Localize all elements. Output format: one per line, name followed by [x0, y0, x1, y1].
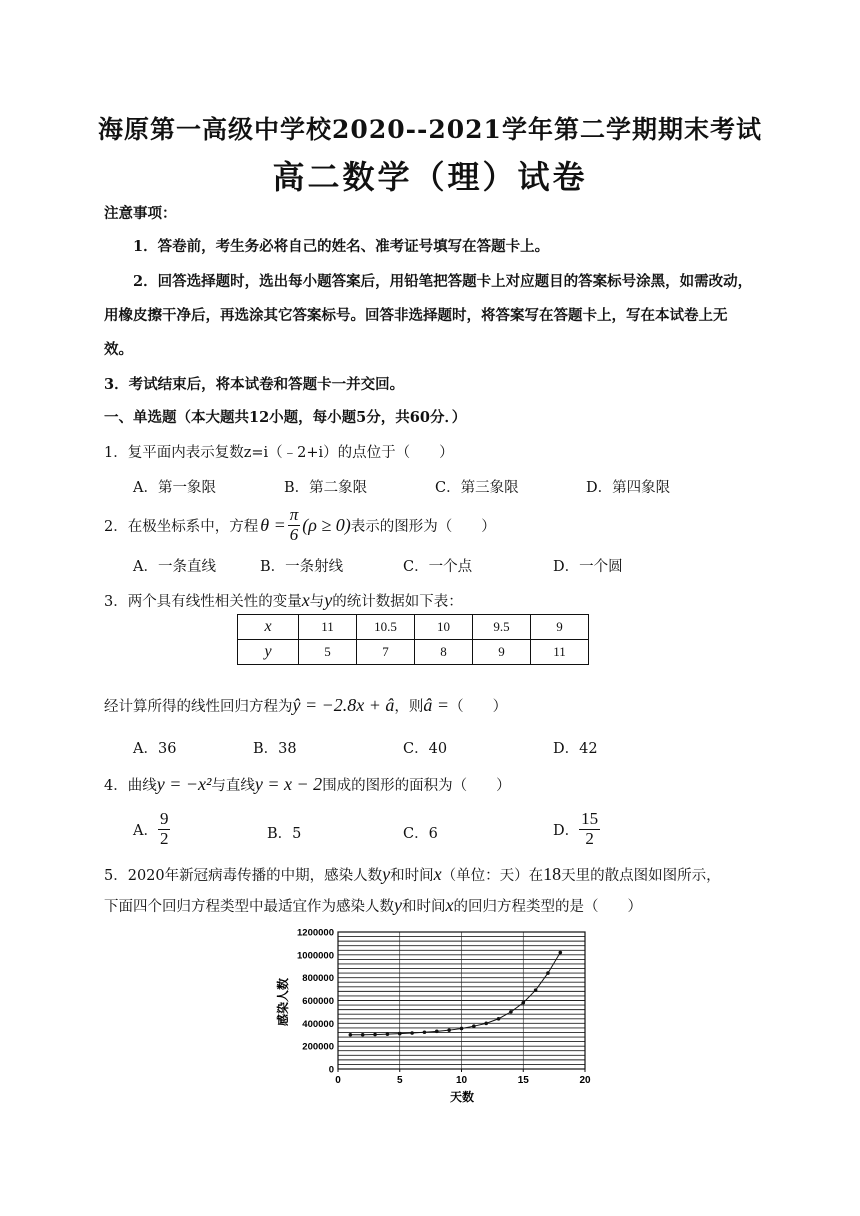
data-point	[497, 1017, 501, 1021]
x-axis-label: 天数	[449, 1090, 475, 1104]
x-tick-label: 0	[335, 1075, 341, 1086]
table-cell: 8	[415, 640, 473, 665]
q5-line2-c: 的回归方程类型的是（ ）	[453, 899, 642, 915]
q2-fraction	[288, 506, 301, 544]
exam-title: 海原第一高级中学校2020--2021学年第二学期期末考试	[98, 115, 762, 144]
y-tick-label: 600000	[302, 996, 334, 1007]
data-point	[521, 1001, 525, 1005]
fraction-numerator: 9	[159, 809, 169, 828]
exam-subtitle: 高二数学（理）试卷	[272, 158, 588, 196]
data-point	[423, 1030, 427, 1034]
q4-curve: y = −x²	[156, 774, 212, 794]
q3-stem	[104, 590, 463, 611]
q3-and: 与	[309, 594, 325, 610]
q3-var-x: x	[301, 590, 310, 610]
q2-theta: θ =	[260, 514, 286, 535]
q3-equation: ŷ = −2.8x + â	[292, 695, 395, 715]
q2-prefix: 2．在极坐标系中，方程	[104, 518, 259, 535]
table-cell: 10.5	[357, 615, 415, 640]
data-point	[373, 1033, 377, 1037]
q4-stem-a: 4．曲线	[104, 778, 157, 794]
q2-stem	[104, 506, 496, 544]
q4-option-d-fraction	[579, 810, 600, 848]
q3-stem-a: 3．两个具有线性相关性的变量	[104, 594, 302, 610]
q5-line1-b: 和时间	[390, 868, 434, 884]
q5-line2-a: 下面四个回归方程类型中最适宜作为感染人数	[104, 899, 394, 915]
q3-var-y: y	[324, 590, 333, 610]
q3-ahat: â =	[423, 695, 450, 715]
table-row-y	[238, 640, 589, 665]
q5-var-x: x	[445, 895, 454, 915]
q5-line1-c: （单位：天）在	[441, 868, 544, 884]
q4-option-c: C．6	[403, 826, 438, 842]
fraction-denominator: 2	[585, 828, 594, 848]
x-tick-label: 15	[517, 1075, 529, 1086]
q1-option-b: B．第二象限	[284, 480, 368, 496]
notes-heading: 注意事项：	[104, 205, 177, 222]
q1-option-a: A．第一象限	[133, 480, 216, 496]
table-cell: y	[238, 640, 299, 665]
y-tick-label: 1200000	[297, 927, 334, 939]
q4-stem	[104, 774, 511, 795]
q4-stem-b: 与直线	[211, 778, 255, 794]
q2-pi: π	[289, 505, 299, 524]
y-axis-label: 感染人数	[276, 977, 290, 1027]
q4-option-a	[133, 810, 170, 848]
note-item-1: 1．答卷前，考生务必将自己的姓名、准考证号填写在答题卡上。	[133, 238, 550, 255]
q3-option-a: A．36	[133, 741, 177, 757]
q5-line2-b: 和时间	[402, 899, 446, 915]
q4-option-a-label: A．	[133, 822, 158, 839]
q5-line-2	[104, 895, 642, 916]
data-point	[398, 1032, 402, 1036]
trend-line	[350, 953, 560, 1035]
chart-grid	[338, 932, 585, 1069]
q4-option-d-label: D．	[553, 822, 580, 839]
q2-suffix: 表示的图形为（ ）	[350, 518, 496, 535]
table-cell: 7	[357, 640, 415, 665]
q1-option-d: D．第四象限	[586, 480, 671, 496]
data-point	[447, 1028, 451, 1032]
chart-ticks	[297, 928, 591, 1087]
q3-option-b: B．38	[253, 741, 297, 757]
table-cell: 9	[531, 615, 589, 640]
note-item-3: 3．考试结束后，将本试卷和答题卡一并交回。	[104, 376, 405, 393]
x-tick-label: 20	[579, 1075, 591, 1086]
data-point	[410, 1031, 414, 1035]
y-tick-label: 200000	[302, 1041, 334, 1053]
fraction-denominator: 2	[159, 828, 169, 848]
q3-stem-b: 的统计数据如下表：	[332, 594, 463, 610]
q2-option-b: B．一条射线	[260, 559, 344, 575]
q4-option-d	[553, 810, 600, 848]
table-cell: 5	[299, 640, 357, 665]
table-cell: x	[238, 615, 299, 640]
scatter-chart	[265, 920, 605, 1110]
note-item-2: 2．回答选择题时，选出每小题答案后，用铅笔把答题卡上对应题目的答案标号涂黑，如需改动，	[133, 273, 753, 290]
q4-line: y = x − 2	[254, 774, 323, 794]
q4-option-a-fraction	[158, 810, 171, 848]
data-point	[484, 1022, 488, 1026]
section-heading: 一、单选题（本大题共12小题，每小题5分，共60分．）	[104, 409, 467, 426]
q5-var-y: y	[382, 864, 391, 884]
q3-follow	[104, 695, 507, 716]
data-point	[559, 951, 563, 955]
q2-option-d: D．一个圆	[553, 559, 623, 575]
note-item-2-cont: 用橡皮擦干净后，再选涂其它答案标号。回答非选择题时，将答案写在答题卡上，写在本试卷上无	[104, 307, 728, 324]
note-item-2-end: 效。	[104, 341, 133, 358]
q4-stem-c: 围成的图形的面积为（ ）	[322, 778, 511, 794]
q3-follow-a: 经计算所得的线性回归方程为	[104, 699, 293, 715]
q3-option-c: C．40	[403, 741, 448, 757]
q2-option-c: C．一个点	[403, 559, 473, 575]
data-point	[534, 988, 538, 992]
x-tick-label: 5	[396, 1075, 403, 1086]
table-cell: 11	[531, 640, 589, 665]
q2-condition: (ρ ≥ 0)	[302, 514, 351, 535]
q1-stem: 1．复平面内表示复数z=i（﹣2+i）的点位于（ ）	[104, 445, 454, 461]
q1-option-c: C．第三象限	[435, 480, 519, 496]
data-point	[386, 1032, 390, 1036]
data-point	[472, 1024, 476, 1028]
table-cell: 11	[299, 615, 357, 640]
fraction-numerator: 15	[581, 809, 599, 828]
table-cell: 9	[473, 640, 531, 665]
q3-option-d: D．42	[553, 741, 598, 757]
q2-option-a: A．一条直线	[133, 559, 216, 575]
q5-line1-d: 天里的散点图如图所示，	[561, 868, 721, 884]
y-tick-label: 1000000	[297, 950, 334, 962]
table-cell: 9.5	[473, 615, 531, 640]
q3-data-table	[237, 614, 589, 665]
x-tick-label: 10	[455, 1075, 468, 1086]
y-tick-label: 800000	[302, 973, 334, 985]
data-point	[546, 971, 550, 975]
q5-var-x: x	[433, 864, 442, 884]
q5-line-1	[104, 864, 721, 885]
table-row-x	[238, 615, 589, 640]
data-point	[349, 1033, 353, 1037]
q5-n18: 18	[543, 864, 562, 884]
data-point	[361, 1033, 365, 1037]
data-point	[509, 1010, 513, 1014]
y-tick-label: 400000	[302, 1018, 334, 1030]
y-tick-label: 0	[328, 1064, 334, 1076]
data-point	[460, 1027, 464, 1031]
q5-line1-a: 5．2020年新冠病毒传播的中期，感染人数	[104, 868, 383, 884]
table-cell: 10	[415, 615, 473, 640]
chart-trend	[350, 953, 560, 1035]
q2-six: 6	[289, 524, 299, 544]
q3-follow-c: （ ）	[449, 699, 508, 715]
q4-option-b: B．5	[267, 826, 302, 842]
q3-follow-b: ，则	[394, 699, 424, 715]
data-point	[435, 1030, 439, 1034]
q5-var-y: y	[394, 895, 402, 915]
